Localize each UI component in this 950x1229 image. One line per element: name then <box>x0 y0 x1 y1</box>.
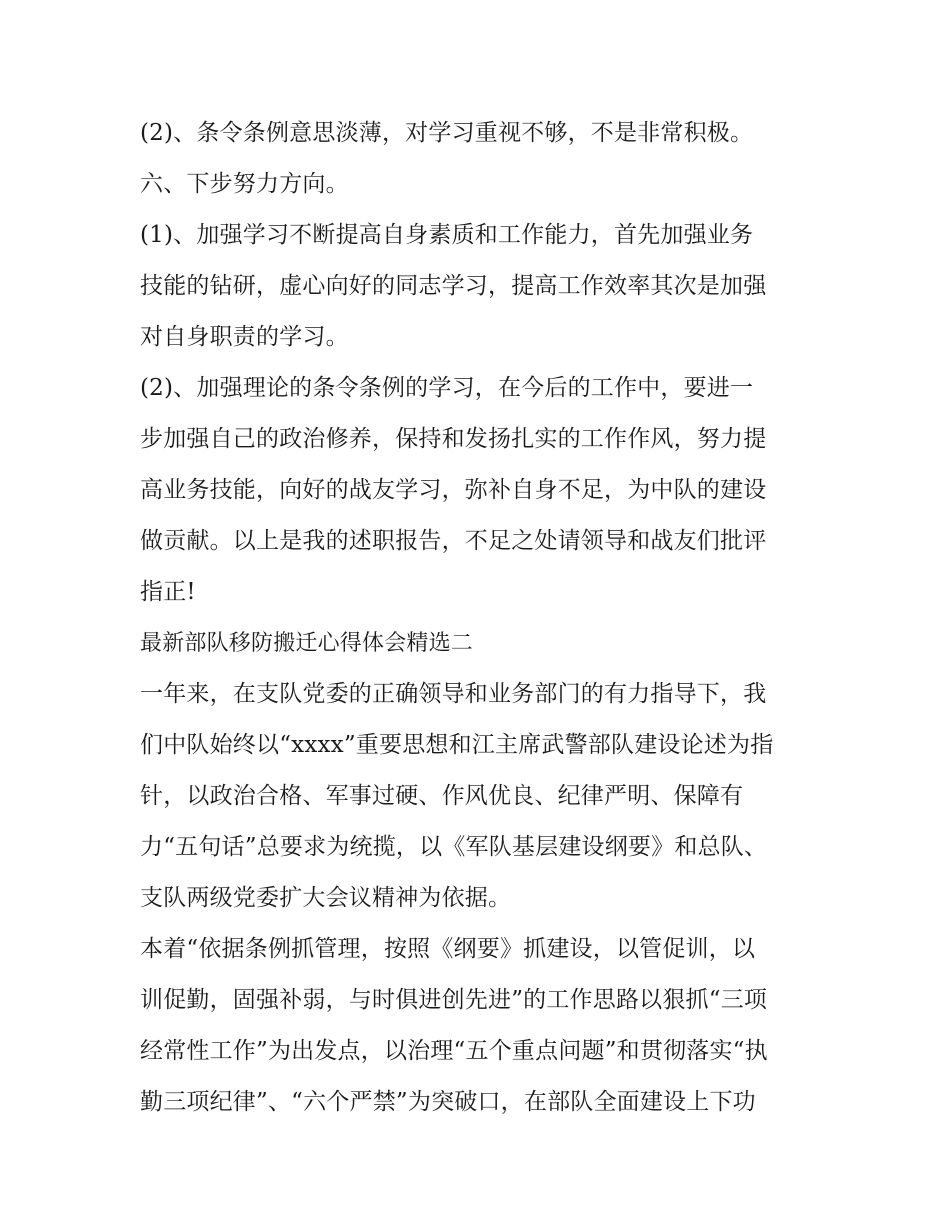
text-line: (2)、加强理论的条令条例的学习，在今后的工作中，要进一 <box>140 375 754 401</box>
text-line: 们中队始终以“xxxx”重要思想和江主席武警部队建设论述为指 <box>140 732 774 758</box>
section-heading: 六、下步努力方向。 <box>140 171 349 197</box>
text-line: 针，以政治合格、军事过硬、作风优良、纪律严明、保障有 <box>140 783 744 809</box>
text-line: 指正! <box>140 579 196 605</box>
text-line: (2)、条令条例意思淡薄，对学习重视不够，不是非常积极。 <box>140 120 754 146</box>
text-line: 力“五句话”总要求为统揽，以《军队基层建设纲要》和总队、 <box>140 834 768 860</box>
document-body <box>140 108 820 1128</box>
text-line: 做贡献。以上是我的述职报告，不足之处请领导和战友们批评 <box>140 528 767 554</box>
text-line: 训促勤，固强补弱，与时俱进创先进”的工作思路以狠抓“三项 <box>140 987 768 1013</box>
text-line: 支队两级党委扩大会议精神为依据。 <box>140 885 512 911</box>
text-line: 技能的钻研，虚心向好的同志学习，提高工作效率其次是加强 <box>140 273 767 299</box>
text-line: 本着“依据条例抓管理，按照《纲要》抓建设，以管促训，以 <box>140 936 756 962</box>
text-line: 经常性工作”为出发点，以治理“五个重点问题”和贯彻落实“执 <box>140 1038 768 1064</box>
text-line: (1)、加强学习不断提高自身素质和工作能力，首先加强业务 <box>140 222 754 248</box>
text-line: 对自身职责的学习。 <box>140 324 349 350</box>
article-title: 最新部队移防搬迁心得体会精选二 <box>140 631 474 656</box>
text-line: 高业务技能，向好的战友学习，弥补自身不足，为中队的建设 <box>140 477 767 503</box>
text-line: 勤三项纪律”、“六个严禁”为突破口，在部队全面建设上下功 <box>140 1089 756 1115</box>
text-line: 步加强自己的政治修养，保持和发扬扎实的工作作风，努力提 <box>140 426 767 452</box>
text-line: 一年来，在支队党委的正确领导和业务部门的有力指导下，我 <box>140 681 767 707</box>
